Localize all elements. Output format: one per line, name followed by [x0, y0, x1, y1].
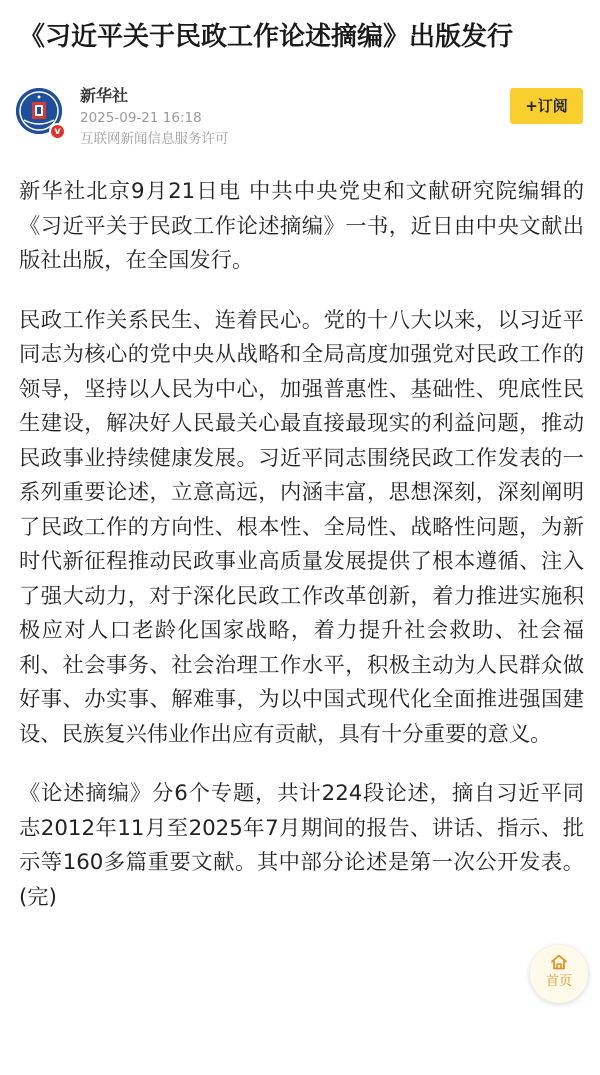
home-button[interactable] — [530, 945, 588, 1003]
article-title: 《习近平关于民政工作论述摘编》出版发行 — [19, 22, 514, 52]
source-avatar[interactable] — [16, 88, 62, 137]
article-paragraph-1: 新华社北京9月21日电 中共中央党史和文献研究院编辑的《习近平关于民政工作论述摘编》一书，近日由中央文献出版社出版，在全国发行。 — [19, 179, 584, 273]
article-paragraph-3: 《论述摘编》分6个专题，共计224段论述，摘自习近平同志2012年11月至2025年7月期间的报告、讲话、指示、批示等160多篇重要文献。其中部分论述是第一次公开发表。(完) — [19, 781, 584, 910]
home-icon — [550, 953, 568, 971]
verified-badge-icon: v — [49, 123, 66, 140]
license-text: 互联网新闻信息服务许可 — [80, 131, 229, 147]
source-info — [16, 84, 586, 154]
source-name[interactable]: 新华社 — [80, 86, 129, 105]
article-paragraph-2: 民政工作关系民生、连着民心。党的十八大以来，以习近平同志为核心的党中央从战略和全局高度加强党对民政工作的领导，坚持以人民为中心，加强普惠性、基础性、兜底性民生建设，解决好人民最关心最直接最现实的利益问题，推动民政事业持续健康发展。习近平同志围绕民政工作发表的一系列重要论述，立意高远，内涵丰富，思想深刻，深刻阐明了民政工作的方向性、根本性、全局性、战略性问题，为新时代新征程推动民政事业高质量发展提供了根本遵循、注入了强大动力，对于深化民政工作改革创新，着力推进实施积极应对人口老龄化国家战略，着力提升社会救助、社会福利、社会事务、社会治理工作水平，积极主动为人民群众做好事、办实事、解难事，为以中国式现代化全面推进强国建设、民族复兴伟业作出应有贡献，具有十分重要的意义。 — [19, 307, 584, 747]
article-body — [19, 175, 584, 940]
subscribe-button[interactable]: +订阅 — [510, 88, 583, 124]
home-label: 首页 — [545, 974, 572, 989]
publish-time: 2025-09-21 16:18 — [80, 110, 202, 126]
